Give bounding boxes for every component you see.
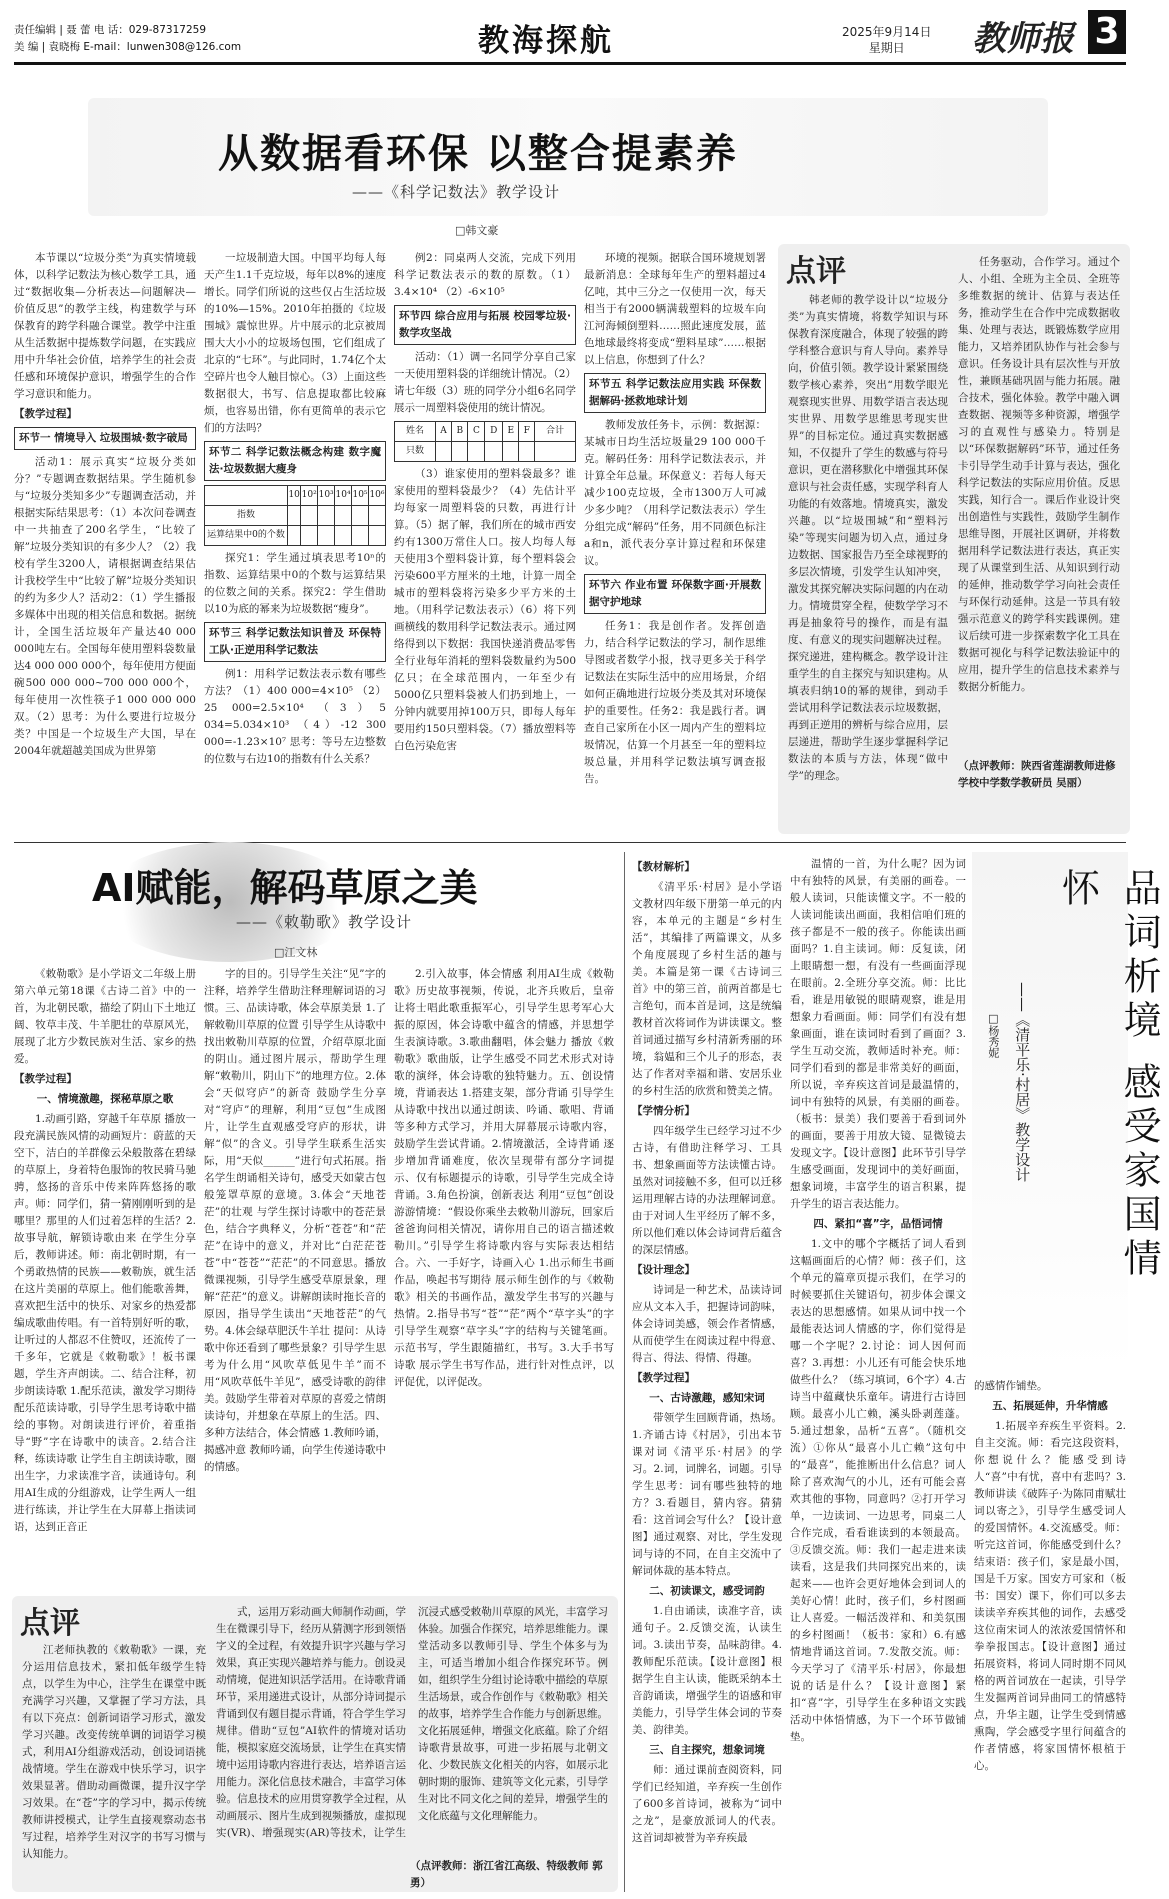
comment2-text-1: 江老师执教的《敕勒歌》一课，充分运用信息技术，紧扣低年级学生特点，以学生为中心，注学生在课堂中既充满学习兴趣，又掌握了学习方法，具有以下亮点：创新词语学习形式，激发学习兴趣。改变传统单调的词语学习模式，利用AI分组游戏活动，创设词语挑战情境。学生在游戏中快乐学习，识字效果显著。借助动画微课，提升汉字学习效果。在“苍”字的学习中，揭示传统教师讲授模式，让学生直接观察动态书写过程，培养学生对汉字的书写习惯与认知能力。 [22, 1644, 206, 1860]
table-header: 姓名 [395, 422, 436, 442]
article1-step5-box: 环节五 科学记数法应用实践 环保数据解码·拯救地球计划 [584, 373, 766, 413]
table-header: 10⁶ [368, 486, 385, 506]
table-row-label: 只数 [395, 442, 436, 462]
article2-process-tag: 【教学过程】 [14, 1073, 77, 1085]
article3-design-text: 诗词是一种艺术，品读诗词应从文本入手，把握诗词韵味，体会诗词美感，领会作者情感，从而使学生在阅读过程中得意、得言、得法、得情、得趣。 [632, 1284, 782, 1364]
article3-material-text: 《清平乐·村居》是小学语文教材四年级下册第一单元的内容，本单元的主题是“乡村生活”，其编排了两篇课文，从多个角度展现了乡村生活的趣与美。本篇是第一课《古诗词三首》中的第三首，前两首都是七言绝句，而本首是词，这是统编教材首次将词作为讲读课文。整首词通过描写乡村清新秀丽的环境，翁媪和三个儿子的形态，表达了作者对幸福和谐、安居乐业的乡村生活的欣赏和赞美之情。 [632, 881, 782, 1097]
article3-title: 品词析境 感受家国情怀 [1055, 868, 1162, 1283]
article3-column-1 [632, 856, 782, 1892]
masthead-credits [14, 22, 241, 56]
table-header: B [452, 422, 468, 442]
table-header: 10² [301, 486, 318, 506]
article2-col2-text: 字的目的。引导学生关注“见”字的注释，培养学生借助注释理解词语的习惯。三、品读诗歌，体会草原美景 1.了解敕勒川草原的位置 引导学生从诗歌中找出敕勒川草原的位置，介绍草原北面的阴山。通过图片展示，帮助学生理解“敕勒川，阴山下”的地理方位。2.体会“天似穹庐”的新奇 鼓励学生分享对“穹庐”的理解，利用“豆包”生成图片，让学生直观感受穹庐的形状，讲解“似”的含义。引导学生联系生活实际，用“天似______”进行句式拓展。指名学生朗诵相关诗句，感受天如蒙古包般笼罩草原的意境。3.体会“天地苍茫”的壮观 与学生探讨诗歌中的苍茫景色，结合字典释义，分析“苍苍”和“茫茫”在诗中的意义，并对比“白茫茫苍苍”中“苍苍”“茫茫”的不同意思。播放微课视频，引导学生感受草原景象，理解“茫茫”的意义。讲解朗读时拖长音的原因，指导学生读出“天地苍茫”的气势。4.体会绿草肥沃牛羊壮 提问：从诗歌中你还看到了哪些景象？引导学生思考为什么用“风吹草低见牛羊”而不用“风吹草低牛羊见”，感受诗歌的韵律美。鼓励学生带着对草原的喜爱之情朗读诗句，并想象在草原上的生活。四、多种方法结合，体会情感 1.教师吟诵，揭感冲意 教师吟诵，向学生传递诗歌中的情感。 [204, 968, 386, 1473]
article3-heading-2: 二、初读课文，感受词韵 [649, 1585, 765, 1597]
article3-heading-1: 一、古诗激趣，感知宋词 [649, 1392, 765, 1404]
page-number: 3 [1088, 10, 1126, 54]
article1-column-4 [584, 250, 766, 830]
article1-col3-text: 例2：同桌两人交流，完成下列用科学记数法表示的数的原数。（1）3.4×10⁴ （2）-6×10⁵ [394, 252, 576, 298]
article1-col4-text: 环境的视频。据联合国环境规划署最新消息：全球每年生产的塑料超过4亿吨，其中三分之一仅使用一次，每天相当于有2000辆满载塑料的垃圾车向江河海倾倒塑料……照此速度发展，蓝色地球最终将变成“塑料星球”……根据以上信息，你想到了什么？ [584, 252, 766, 366]
issue-date [842, 24, 931, 56]
article3-title-area [972, 852, 1162, 1372]
article3-step2-text: 1.自由诵读，读准字音，读通句子。2.反馈交流，认读生词。3.读出节奏，品味韵律。4.教师配乐范读。【设计意图】根据学生自主认读，能既采纳本土音韵诵读，增强学生的语感和审美能力，引导学生体会词的节奏美、韵律美。 [632, 1605, 782, 1736]
comment-heading: 点评 [786, 254, 846, 289]
comment2-column-2 [216, 1604, 608, 1854]
table-header: C [468, 422, 485, 442]
comment1-signature: （点评教师：陕西省莲湖教师进修学校中学数学教研员 吴丽） [958, 760, 1116, 789]
table-row-label: 运算结果中0的个数 [205, 526, 288, 546]
article1-comment-box [778, 244, 1130, 834]
article3-heading-4: 四、紧扣“喜”字，品悟词情 [813, 1218, 943, 1230]
article3-step1-text: 带领学生回顾背诵，热场。1.齐诵古诗《村居》，引出本节课对词《清平乐·村居》的学习。2.词，词牌名，词题。引导学生思考：词有哪些独特的地方？3.看题目，猜内容。猜猜看：这首词会写什么？【设计意图】通过观察、对比，学生发现词与诗的不同，在自主交流中了解词体裁的基本特点。 [632, 1412, 782, 1577]
weekday-text: 星期日 [868, 41, 905, 55]
table-header: D [485, 422, 503, 442]
editor-line: 责任编辑 | 聂 蕾 电 话：029-87317259 [14, 24, 206, 36]
article2-heading-1: 一、情境激趣，探秘草原之歌 [36, 1093, 174, 1105]
table-header: F [519, 422, 535, 442]
article3-learner-tag: 【学情分析】 [632, 1105, 695, 1117]
article1-power-table [204, 485, 386, 546]
article3-subtitle: ——《清平乐·村居》教学设计 [1013, 982, 1032, 1182]
table-header: 10 [288, 486, 301, 506]
article2-column-1 [14, 966, 196, 1588]
article3-design-tag: 【设计理念】 [632, 1264, 695, 1276]
article3-heading-5: 五、拓展延伸，升华情感 [992, 1400, 1108, 1412]
article1-bag-table [394, 421, 576, 462]
section-divider [14, 842, 1126, 843]
article2-comment-box [12, 1596, 618, 1892]
article1-column-2 [204, 250, 386, 830]
article3-column-3 [974, 1378, 1126, 1892]
article2-col1b-text: 1.动画引路，穿越千年草原 播放一段充满民族风情的动画短片：蔚蓝的天空下，洁白的羊群像云朵般散落在碧绿的草原上，身着特色服饰的牧民骑马驰骋，悠扬的音乐中传来阵阵悠扬的歌声。师：同学们，猜一猜刚刚听到的是哪里？那里的人们过着怎样的生活？2.故事导航，解锁诗歌由来 在学生分享后，教师讲述。师：南北朝时期，有一个勇敢热情的民族——敕勒族，就生活在这片美丽的草原上。他们能歌善舞，喜欢把生活中的快乐、对家乡的热爱都编成歌曲传唱。有一首特别好听的歌，让听过的人都忍不住赞叹，还流传了一千多年，它就是《敕勒歌》！板书课题，学生齐声朗读。二、结合注释，初步朗读诗歌 1.配乐范读，激发学习期待 配乐范读诗歌，引导学生思考诗歌中描绘的事物。对朗读进行评价，着重指导“野”字在诗歌中的读音。2.结合注释，练读诗歌 让学生自主朗读诗歌，圈出生字，力求读准字音，读通诗句。利用AI生成的分组游戏，让学生两人一组进行练读，并让学生在大屏幕上指读词语，达到正音正 [14, 1113, 196, 1533]
comment2-text-2: 式，运用万彩动画大师制作动画，学生在微课引导下，经历从猜测字形到领悟字义的全过程，有效提升识字兴趣与学习效果，真正实现兴趣培养与能力。创设灵动情境，促进知识活学活用。在诗歌背诵环节，采用递进式设计，从部分诗词提示背诵到仅有题目提示背诵，符合学生学习规律。借助“豆包”AI软件的情境对话功能，模拟家庭交流场景，让学生在真实情境中运用诗歌内容进行表达，培养语言运用能力。深化信息技术融合，丰富学习体验。信息技术的应用贯穿教学全过程，从动画展示、图片生成到视频播放，虚拟现实(VR)、增强现实(AR)等技术，让学生沉浸式感受敕勒川草原的风光，丰富学习体验。加强合作探究，培养思维能力。课堂活动多以教师引导、学生个体多与为主，可适当增加小组合作探究环节。例如，组织学生分组讨论诗歌中描绘的草原生活场景，或合作创作与《敕勒歌》相关的故事，培养学生合作能力与创新思维。文化拓展延伸，增强文化底蕴。除了介绍诗歌背景故事，可进一步拓展与北朝文化、少数民族文化相关的内容，如展示北朝时期的服饰、建筑等文化元素，引导学生对比不同文化之间的差异，增强学生的文化底蕴与文化理解能力。 [216, 1606, 608, 1839]
article1-col4c-text: 任务1：我是创作者。发挥创造力，结合科学记数法的学习，制作思维导图或者数学小报，找寻更多关于科学记数法在实际生活中的应用场景，介绍如何正确地进行垃圾分类及其对环境保护的重要性。任务2：我是践行者。调查自己家所在小区一周内产生的塑料垃圾情况，估算一个月甚至一年的塑料垃圾总量，并用科学记数法填写调查报告。 [584, 620, 766, 785]
article3-material-tag: 【教材解析】 [632, 861, 695, 873]
article1-step1-text: 活动1：展示真实“垃圾分类如分？”专题调查数据结果。学生随机参与“垃圾分类知多少”专题调查活动，并根据实际结果思考：（1）本次问卷调查中一共抽查了200名学生，“比较了解”垃圾分类知识的有多少人？（2）我校有学生3200人，请根据调查结果估计我校学生中“比较了解”垃圾分类知识的约为多少人？活动2：（1）学生播报多媒体中出现的相关信息和数据。据统计，全国生活垃圾年产量达40 000 000吨左右。全国每年使用塑料袋数量达4 000 000 000个，每年使用方便面碗500 000 000~700 000 000个，每年使用一次性筷子1 000 000 000双。（2）思考：为什么要进行垃圾分类？中国是一个垃圾生产大国，早在2004年就超越美国成为世界第 [14, 456, 196, 757]
article1-author: □韩文豪 [455, 224, 499, 237]
article1-process-tag: 【教学过程】 [14, 408, 77, 420]
comment1-column-1 [788, 292, 948, 824]
table-header: E [503, 422, 519, 442]
article1-step4-box: 环节四 综合应用与拓展 校园零垃圾·数学攻坚战 [394, 305, 576, 345]
article2-column-3 [394, 966, 614, 1588]
article1-subtitle: ——《科学记数法》教学设计 [352, 183, 561, 201]
comment1-column-2 [958, 254, 1120, 754]
article3-col3-continued: 的感情作铺垫。 [974, 1380, 1048, 1392]
article2-column-2 [204, 966, 386, 1588]
table-row-label: 指数 [205, 506, 288, 526]
article1-step3-box: 环节三 科学记数法知识普及 环保特工队·正逆用科学记数法 [204, 622, 386, 662]
table-header: 10⁴ [335, 486, 352, 506]
article1-col3c-text: （3）谁家使用的塑料袋最多？谁家使用的塑料袋最少？（4）先估计平均每家一周塑料袋的只数，再进行计算。（5）据了解，我们所在的城市西安约有1300万常住人口。按人均每人每天使用3个塑料袋计算，每个塑料袋会污染600平方厘米的土地，计算一周全城市的塑料袋将污染多少平方米的土地。（用科学记数法表示）（6）将下列画横线的数用科学记数法表示。通过网络得到以下数据：我国快递消费品零售全行业每年消耗的塑料袋数量约为500亿只；在全球范围内，一年至少有5000亿只塑料袋被人们扔到地上，一分钟内就要用掉100万只，即每人每年要用约150只塑料袋。（7）播放塑料等白色污染危害 [394, 468, 576, 752]
article1-column-1 [14, 250, 196, 830]
table-header: 合计 [535, 422, 576, 442]
masthead-rule [14, 62, 1126, 65]
comment1-text-1: 韩老师的教学设计以“垃圾分类”为真实情境，将数学知识与环保教育深度融合，体现了较强的跨学科整合意识与育人导向。素养导向，价值引领。教学设计紧紧围绕数学核心素养，突出“用数学眼光观察现实世界、用数学语言表达现实世界、用数学思维思考现实世界”的目标定位。通过真实数据感知，不仅提升了学生的数感与符号意识，更在潜移默化中增强其环保意识与社会责任感，实现学科育人功能的有效落地。情境真实，激发兴趣。以“垃圾围城”和“塑料污染”等现实问题为切入点，通过身边数据、国家报告乃至全球视野的多层次情境，引发学生认知冲突，激发其探究解决实际问题的内在动力。情境贯穿全程，使数学学习不再是抽象符号的操作，而是有温度、有意义的现实问题解决过程。探究递进，建构概念。教学设计注重学生的自主探究与知识建构。从填表归纳10的幂的规律，到动手尝试用科学记数法表示垃圾数据，再到正逆用的辨析与综合应用，层层递进，帮助学生逐步掌握科学记数法的本质与方法，体现“做中学”的理念。 [788, 294, 948, 782]
article1-title: 从数据看环保 以整合提素养 [218, 131, 738, 177]
article3-col3-text: 1.拓展辛弃疾生平资料。2.自主交流。师：看完这段资料，你想说什么？能感受到诗人“喜”中有忧，喜中有悲吗？3.教师讲读《破阵子·为陈同甫赋壮词以寄之》，引导学生感受词人的爱国情怀。4.交流感受。师：听完这首词，你能感受到什么？结束语：孩子们，家是最小国，国是千万家。国安方可家和（板书：国安）课下，你们可以多去读读辛弃疾其他的词作，去感受这位南宋词人的浓浓爱国情怀和拳拳报国志。【设计意图】通过拓展资料，将词人同时期不同风格的两首词放在一起读，引导学生发掘两首词异曲同工的情感特点，升华主题，让学生受到情感熏陶，学会感受字里行间蕴含的作者情感，将家国情怀根植于心。 [974, 1420, 1126, 1772]
article2-intro: 《敕勒歌》是小学语文二年级上册第六单元第18课《古诗二首》中的一首，为北朝民歌，描绘了阴山下土地辽阔、牧草丰茂、牛羊肥壮的草原风光，展现了北方少数民族对生活、家乡的热爱。 [14, 968, 196, 1065]
article1-step1-box: 环节一 情境导入 垃圾围城·数字破局 [14, 427, 196, 450]
article3-column-2 [790, 856, 966, 1892]
article2-author: □江文林 [274, 946, 318, 959]
comment2-column-1 [22, 1642, 206, 1886]
article3-process-tag: 【教学过程】 [632, 1372, 695, 1384]
article2-title: AI赋能，解码草原之美 [92, 866, 478, 910]
article1-col2b-text: 探究1：学生通过填表思考10ⁿ的指数、运算结果中0的个数与运算结果的位数之间的关系。探究2：学生借助以10为底的幂来为垃圾数据“瘦身”。 [204, 552, 386, 615]
article3-heading-3: 三、自主探究，想象词境 [649, 1744, 765, 1756]
article3-col2b-text: 1.文中的哪个字概括了词人看到这幅画面后的心情？师：孩子们，这个单元的篇章页提示我们，在学习的时候要抓住关键语句，初步体会课文表达的思想感情。如果从词中找一个最能表达词人情感的字，你们觉得是哪一个字呢？2.讨论：词人因何而喜？3.再想：小儿还有可能会快乐地做些什么？（练习填词，6个字）4.古诗当中蕴藏快乐童年。请进行古诗回顾。最喜小儿亡赖，溪头卧剥莲蓬。5.通过想象，品析“五喜”。（随机交流）①你从“最喜小儿亡赖”这句中的“最喜”，能推断出什么信息？词人除了喜欢淘气的小儿，还有可能会喜欢其他的事物，同意吗？②打开学习单，一边读词、一边思考，同桌二人合作完成，看看谁读到的本领最高。③反馈交流。师：我们一起走进来读读看，这是我们共同探究出来的，读起来——也许会更好地体会到词人的美好心情！此时，孩子们，乡村图画让人喜爱。一幅活泼祥和、和美氛围的乡村图画！（板书：家和）6.有感情地背诵这首词。7.发散交流。师：今天学习了《清平乐·村居》，你最想说的话是什么？【设计意图】紧扣“喜”字，引导学生在多种语文实践活动中体悟情感，为下一个环节做铺垫。 [790, 1238, 966, 1743]
article3-learner-text: 四年级学生已经学习过不少古诗，有借助注释学习、工具书、想象画面等方法读懂古诗。虽然对词接触不多，但可以迁移运用理解古诗的办法理解词意。由于对词人生平经历了解不多，所以他们难以体会诗词背后蕴含的深层情感。 [632, 1125, 782, 1256]
comment-heading: 点评 [20, 1606, 80, 1641]
article3-author: □杨秀妮 [986, 1012, 1000, 1058]
paper-logo: 教师报 [972, 19, 1074, 59]
column-divider [624, 852, 625, 1892]
design-line: 美 编 | 袁晓梅 E-mail：lunwen308@126.com [14, 41, 242, 53]
comment2-signature: （点评教师：浙江省江高级、特级教师 郭勇） [410, 1860, 603, 1889]
article2-col3-text: 2.引入故事，体会情感 利用AI生成《敕勒歌》历史故事视频，传说，北齐兵败后，皇帝让将士唱此歌重振军心，引导学生思考军心大振的原因，体会诗歌中蕴含的情感，并思想学生表演诗歌。3.歌曲翻唱，体会魅力 播放《敕勒歌》歌曲版，让学生感受不同艺术形式对诗歌的演绎，体会诗歌的独特魅力。五、创设情境，背诵表达 1.搭建支架，部分背诵 引导学生从诗歌中找出以通过朗读、吟诵、歌唱、背诵等多种方式学习，并用大屏幕展示诗歌内容，鼓励学生尝试背诵。2.情境激活，全诗背诵 逐步增加背诵难度，依次呈现带有部分字词提示、仅有标题提示的诗歌，引导学生完成全诗背诵。3.角色扮演，创新表达 利用“豆包”创设游游情境：“假设你乘坐去敕勒川游玩，回家后爸爸询问相关情况，请你用自己的语言描述敕勒川。”引导学生将诗歌内容与实际表达相结合。六、一手好字，诗画入心 1.出示师生书画作品，唤起书写期待 展示师生创作的与《敕勒歌》相关的书画作品，激发学生书写的兴趣与热情。2.指导书写“苍”“茫”两个“草字头”的字 引导学生观察“草字头”字的结构与关键笔画。示范书写，学生跟随描红，书写。3.大手书写诗歌 展示学生书写作品，进行针对性点评，以评促优，以评促改。 [394, 968, 614, 1388]
date-text: 2025年9月14日 [842, 25, 932, 39]
table-header: A [435, 422, 451, 442]
article1-col2-text: 一垃圾制造大国。中国平均每人每天产生1.1千克垃圾，每年以8%的速度增长。同学们所说的这些仅占生活垃圾的10%—15%。2010年拍摄的《垃圾围城》震惊世界。片中展示的北京被周围大大小小的垃圾场包围，它们组成了北京的“七环”。与此同时，1.74亿个太空碎片也令人触目惊心。（3）上面这些数据很大，书写、信息提取都比较麻烦，也容易出错，你有更简单的表示它们的方法吗？ [204, 252, 386, 434]
comment1-text-2: 任务驱动，合作学习。通过个人、小组、全班为主全员、全班等多维数据的统计、估算与表达任务，推动学生在合作中完成数据收集、处理与表达，既锻炼数学应用能力，又培养团队协作与社会参与意识。任务设计具有层次性与开放性，兼顾基础巩固与能力拓展。融合技术，强化体验。教学中融入调查数据、视频等多种资源，增强学习的直观性与感染力。特别是以“环保数据解码”环节，通过任务卡引导学生动手计算与表达，强化科学记数法的实际应用价值。反思实践，知行合一。课后作业设计突出创造性与实践性，鼓励学生制作思维导图，开展社区调研，并将数据用科学记数法进行表达，真正实现了从课堂到生活、从知识到行动的延伸，推动数学学习向社会责任与环保行动延伸。这是一节具有较强示范意义的跨学科实践课例。建议后续可进一步探索数字化工具在数据可视化与科学记数法验证中的应用，提升学生的信息技术素养与数据分析能力。 [958, 256, 1120, 693]
table-corner [205, 486, 288, 506]
article1-step6-box: 环节六 作业布置 环保数字画·开展数据守护地球 [584, 574, 766, 614]
article1-intro: 本节课以“垃圾分类”为真实情境载体，以科学记数法为核心数学工具，通过“数据收集—分析表达—问题解决—价值反思”的教学主线，构建数学与环保教育的跨学科融合课堂。教学中注重从生活数据中提炼数学问题，在实践应用中升华社会价值，培养学生的社会责任感和环境保护意识，增强学生的合作学习意识和能力。 [14, 252, 196, 400]
article1-step2-box: 环节二 科学记数法概念构建 数字魔法·垃圾数据大瘦身 [204, 441, 386, 481]
article1-column-3 [394, 250, 576, 830]
article3-step3-text: 师：通过课前查阅资料，同学们已经知道，辛弃疾一生创作了600多首诗词，被称为“词中之龙”，是豪放派词人的代表。这首词却被誉为辛弃疾最 [632, 1764, 782, 1844]
section-title: 教海探航 [478, 23, 614, 59]
article2-subtitle: ——《敕勒歌》教学设计 [236, 913, 413, 931]
article1-col2c-text: 例1：用科学记数法表示数有哪些方法？（1）400 000=4×10⁵ （2）25 000=2.5×10⁴ （3）5 034=5.034×10³ （4）-12 300 000=-1.23×10⁷ 思考：等号左边整数的位数与右边10的指数有什么关系？ [204, 668, 386, 765]
article1-col3b-text: 活动：（1）调一名同学分享自己家一天使用塑料袋的详细统计情况。（2）请七年级（3）班的同学分小组6名同学展示一周塑料袋使用的统计情况。 [394, 351, 576, 414]
table-header: 10³ [318, 486, 335, 506]
article3-col2-text: 温情的一首，为什么呢？因为词中有独特的风景，有美丽的画卷。一般人读词，只能读懂文字。不一般的人读词能读出画面，我相信咱们班的孩子都是不一般的孩子。你能读出画面吗？1.自主读词。师：反复读，闭上眼睛想一想，有没有一些画面浮现在眼前。2.全班分享交流。师：比比看，谁是用敏锐的眼睛观察，谁是用想象力看画面。师：同学们有没有想象画面，谁在读词时看到了画面？3.学生互动交流，教师适时补充。师：同学们看到的都是非常美好的画面，所以说，辛弃疾这首词是最温情的，词中有独特的风景，有美丽的画卷。（板书：景美）我们要善于看到词外的画面，要善于用放大镜、显微镜去发现文字。【设计意图】此环节引导学生感受画面，发现词中的美好画面，想象词境，丰富学生的语言积累，提升学生的语言表达能力。 [790, 858, 966, 1210]
article1-col4b-text: 教师发放任务卡，示例：数据源：某城市日均生活垃圾量29 100 000千克。解码任务：用科学记数法表示，并计算全年总量。环保意义：若每人每天减少100克垃圾，全市1300万人可减少多少吨？（用科学记数法表示）学生分组完成“解码”任务，用不同颜色标注a和n，派代表分享计算过程和环保建议。 [584, 419, 766, 567]
table-header: 10⁵ [352, 486, 369, 506]
